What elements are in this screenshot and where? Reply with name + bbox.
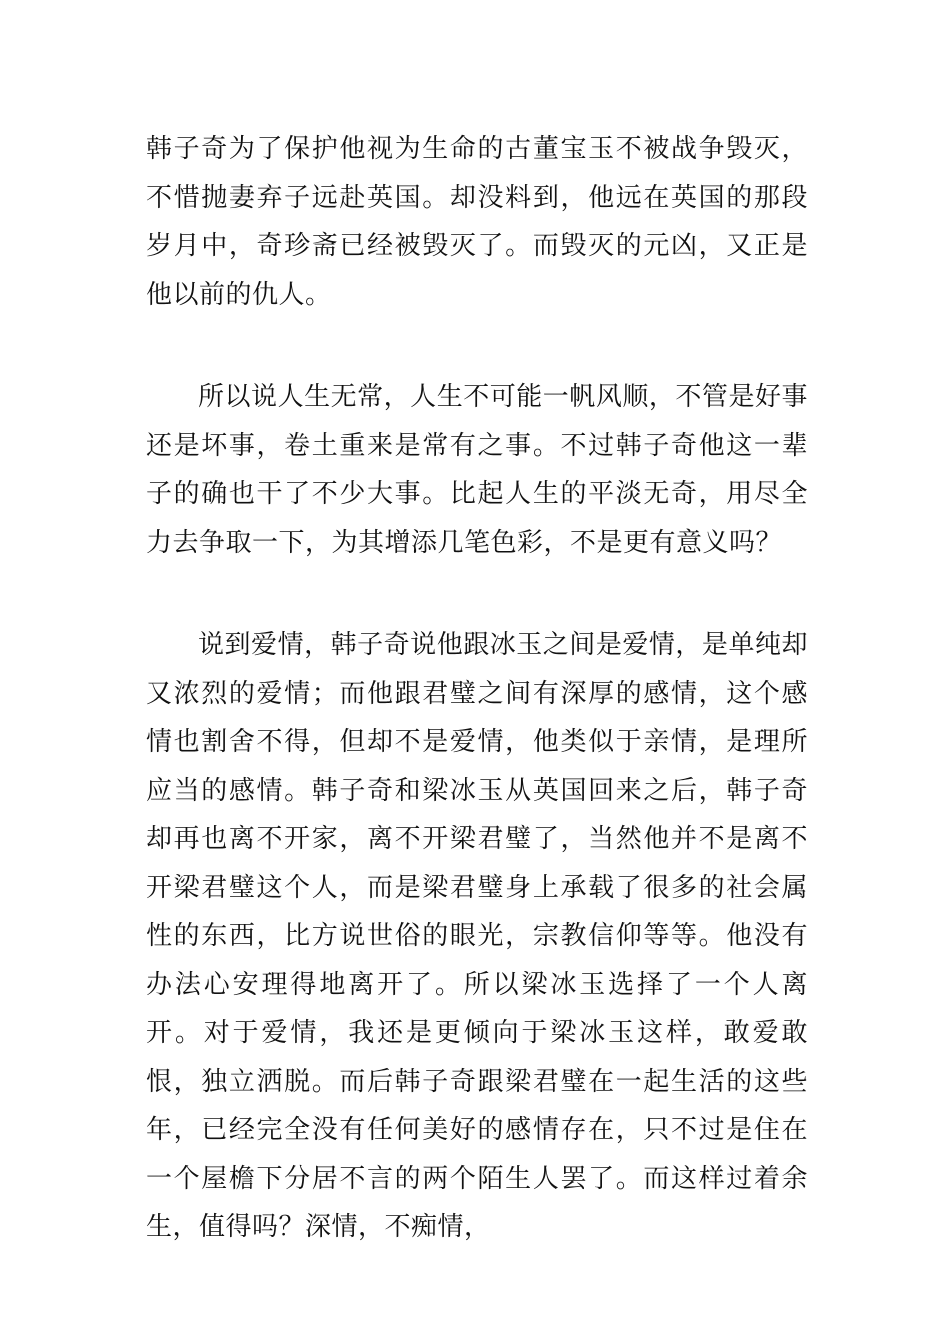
paragraph-1: 韩子奇为了保护他视为生命的古董宝玉不被战争毁灭，不惜抛妻弃子远赴英国。却没料到，他远在英国的那段岁月中，奇珍斋已经被毁灭了。而毁灭的元凶，又正是他以前的仇人。 xyxy=(146,134,808,310)
paragraph-3: 说到爱情，韩子奇说他跟冰玉之间是爱情，是单纯却又浓烈的爱情；而他跟君璧之间有深厚的感情，这个感情也割舍不得，但却不是爱情，他类似于亲情，是理所应当的感情。韩子奇和梁冰玉从英国回来之后，韩子奇却再也离不开家，离不开梁君璧了，当然他并不是离不开梁君璧这个人，而是梁君璧身上承载了很多的社会属性的东西，比方说世俗的眼光，宗教信仰等等。他没有办法心安理得地离开了。所以梁冰玉选择了一个人离开。对于爱情，我还是更倾向于梁冰玉这样，敢爱敢恨，独立洒脱。而后韩子奇跟梁君璧在一起生活的这些年，已经完全没有任何美好的感情存在，只不过是住在一个屋檐下分居不言的两个陌生人罢了。而这样过着余生，值得吗？深情，不痴情， xyxy=(146,630,808,1242)
paragraph-2: 所以说人生无常，人生不可能一帆风顺，不管是好事还是坏事，卷土重来是常有之事。不过韩子奇他这一辈子的确也干了不少大事。比起人生的平淡无奇，用尽全力去争取一下，为其增添几笔色彩，不是更有意义吗？ xyxy=(146,382,808,558)
